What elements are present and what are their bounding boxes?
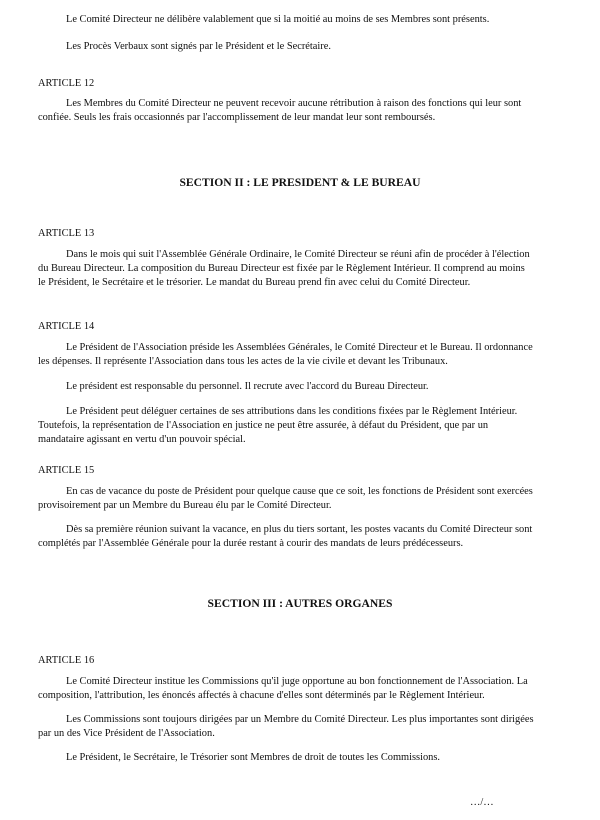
article-15-paragraph-1	[38, 485, 534, 513]
article-12-heading: ARTICLE 12	[38, 78, 95, 89]
section-2-heading: SECTION II : LE PRESIDENT & LE BUREAU	[179, 176, 421, 189]
article-16-paragraph-3	[38, 751, 534, 765]
paragraph: Le Comité Directeur ne délibère valablement que si la moitié au moins de ses Membres sont présents.	[66, 14, 490, 25]
article-14-paragraph-1	[38, 341, 534, 369]
section-3-heading: SECTION III : AUTRES ORGANES	[207, 597, 393, 610]
article-16-heading: ARTICLE 16	[38, 655, 95, 666]
article-14-paragraph-2	[38, 380, 534, 394]
paragraph: Le président est responsable du personnel. Il recrute avec l'accord du Bureau Directeur.	[66, 381, 429, 392]
paragraph: Les Membres du Comité Directeur ne peuvent recevoir aucune rétribution à raison des fonctions qui leur sont confiée. Seuls les frais occasionnés par l'accomplissement de leur mandat leur sont remboursés.	[38, 98, 522, 123]
paragraph: Le Président de l'Association préside les Assemblées Générales, le Comité Directeur et le Bureau. Il ordonnance les dépenses. Il représente l'Association dans tous les actes de la vie civile et devant les Tribunaux.	[38, 342, 533, 367]
paragraph: Le Président, le Secrétaire, le Trésorier sont Membres de droit de toutes les Commissions.	[66, 752, 440, 763]
article-14-heading: ARTICLE 14	[38, 321, 95, 332]
paragraph: Dans le mois qui suit l'Assemblée Générale Ordinaire, le Comité Directeur se réuni afin de procéder à l'élection du Bureau Directeur. La composition du Bureau Directeur est fixée par le Règlement Intérieur. Il comprend au moins le Président, le Secrétaire et le trésorier. Le mandat du Bureau prend fin avec celui du Comité Directeur.	[38, 249, 530, 288]
paragraph: Les Procès Verbaux sont signés par le Président et le Secrétaire.	[66, 41, 331, 52]
article-12-paragraph-1	[38, 97, 534, 125]
article-14-paragraph-3	[38, 405, 534, 447]
article-16-paragraph-1	[38, 675, 534, 703]
paragraph: Dès sa première réunion suivant la vacance, en plus du tiers sortant, les postes vacants du Comité Directeur sont complétés par l'Assemblée Générale pour la durée restant à courir des mandats de leurs prédécesseurs.	[38, 524, 533, 549]
article-15-heading: ARTICLE 15	[38, 465, 95, 476]
article-13-heading: ARTICLE 13	[38, 228, 95, 239]
top-paragraph-2	[38, 40, 534, 54]
paragraph: En cas de vacance du poste de Président pour quelque cause que ce soit, les fonctions de Président sont exercées provisoirement par un Membre du Bureau élu par le Comité Directeur.	[38, 486, 533, 511]
article-15-paragraph-2	[38, 523, 534, 551]
top-paragraph-1	[38, 13, 534, 27]
continuation-mark: …/…	[470, 797, 494, 808]
article-16-paragraph-2	[38, 713, 534, 741]
article-13-paragraph-1	[38, 248, 534, 290]
paragraph: Le Comité Directeur institue les Commissions qu'il juge opportune au bon fonctionnement de l'Association. La composition, l'attribution, les énoncés affectés à chacune d'elles sont déterminés par le Règlement Intérieur.	[38, 676, 528, 701]
paragraph: Le Président peut déléguer certaines de ses attributions dans les conditions fixées par le Règlement Intérieur. Toutefois, la représentation de l'Association en justice ne peut être assurée, à défaut du Président, que par un mandataire agissant en vertu d'un pouvoir spécial.	[38, 406, 518, 445]
paragraph: Les Commissions sont toujours dirigées par un Membre du Comité Directeur. Les plus importantes sont dirigées par un des Vice Président de l'Association.	[38, 714, 534, 739]
